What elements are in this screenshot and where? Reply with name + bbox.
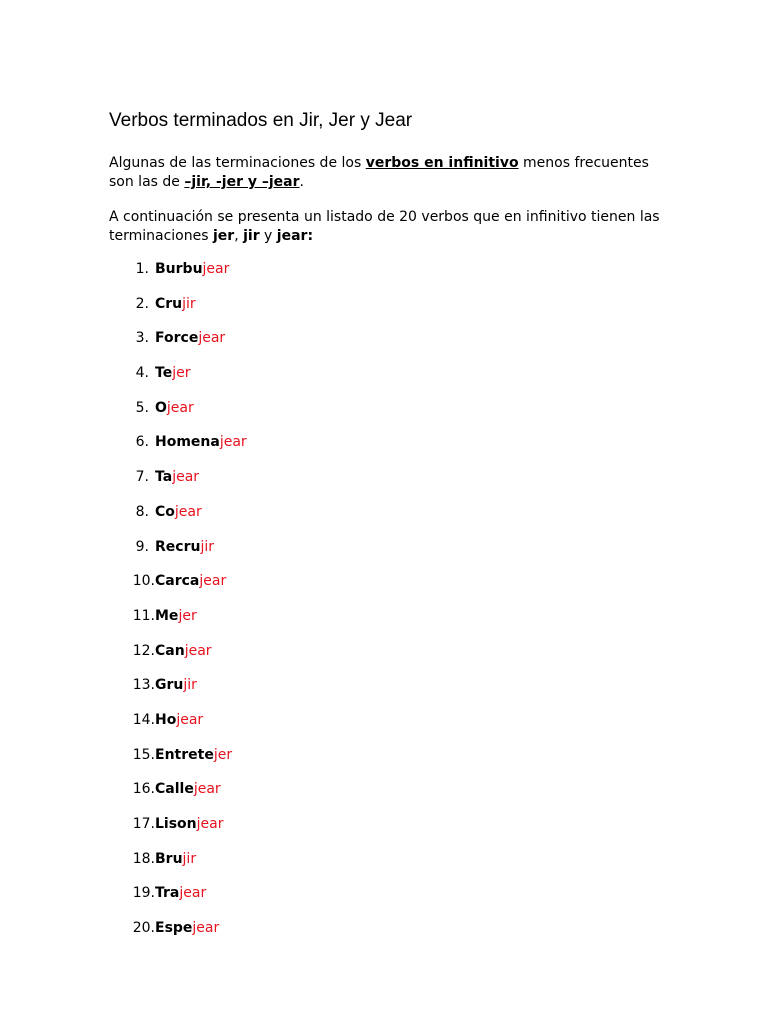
lead-sep-1: , — [234, 228, 244, 244]
verb-ending: jear — [193, 781, 221, 798]
intro-text-4: . — [299, 174, 304, 190]
verb-word — [155, 294, 196, 329]
verb-stem: Gru — [155, 677, 184, 694]
verb-list — [109, 259, 247, 953]
verb-ending: jear — [176, 711, 204, 728]
verb-stem: Ta — [155, 469, 173, 486]
list-item-number: 8. — [135, 503, 149, 520]
verb-word — [155, 883, 206, 918]
verb-word — [155, 537, 214, 572]
verb-ending: jear — [166, 399, 194, 416]
verb-word — [155, 814, 223, 849]
verb-word — [155, 571, 226, 606]
ending-jir-label: jir — [243, 228, 260, 244]
verb-word — [155, 779, 221, 814]
verb-stem: Te — [155, 365, 173, 382]
list-item-number: 17. — [132, 816, 155, 832]
verb-stem: Espe — [155, 920, 193, 937]
list-item-number: 11. — [132, 607, 155, 624]
list-item — [109, 363, 247, 398]
list-item-number: 15. — [132, 746, 155, 763]
verb-stem: Homena — [155, 434, 220, 451]
verb-ending: jear — [174, 503, 202, 520]
list-item — [109, 432, 247, 467]
list-item-number: 4. — [135, 365, 149, 382]
list-item-number: 19. — [132, 885, 155, 902]
list-item-number: 5. — [135, 399, 149, 416]
verb-stem: Recru — [155, 538, 201, 555]
verb-ending: jear — [179, 885, 207, 902]
verb-stem: Calle — [155, 781, 194, 798]
list-item-number: 2. — [135, 295, 149, 312]
verb-ending: jir — [182, 850, 197, 867]
verb-stem: Co — [155, 503, 175, 520]
list-item — [109, 779, 247, 814]
verb-ending: jer — [172, 365, 191, 382]
list-item — [109, 328, 247, 363]
intro-text-3: son las de — [109, 174, 185, 190]
list-item — [109, 814, 247, 849]
list-item — [109, 918, 247, 953]
list-item — [109, 675, 247, 710]
verb-stem: Bru — [155, 850, 183, 867]
verb-stem: Carca — [155, 573, 200, 590]
list-item — [109, 502, 247, 537]
verb-word — [155, 710, 203, 745]
verb-ending: jir — [183, 677, 197, 694]
list-item-number: 6. — [135, 434, 149, 451]
verb-word — [155, 641, 212, 676]
list-item — [109, 294, 247, 329]
verb-word — [155, 675, 197, 710]
lead-text-1: terminaciones — [109, 228, 213, 244]
verb-stem: Ho — [155, 711, 177, 728]
verb-ending: jear — [196, 816, 224, 832]
list-item-number: 9. — [135, 538, 149, 555]
list-item-number: 10. — [132, 573, 155, 590]
verb-word — [155, 432, 247, 467]
lead-paragraph — [109, 208, 669, 246]
list-item — [109, 537, 247, 572]
verb-ending: jear — [192, 920, 220, 937]
list-item — [109, 467, 247, 502]
verb-word — [155, 328, 225, 363]
intro-text-1: Algunas de las terminaciones de los — [109, 155, 366, 171]
verb-word — [155, 363, 190, 398]
verb-word — [155, 502, 202, 537]
verb-word — [155, 259, 229, 294]
intro-line-2 — [109, 173, 669, 192]
list-item-number: 7. — [135, 469, 149, 486]
verb-stem: Burbu — [155, 261, 203, 277]
list-item — [109, 710, 247, 745]
list-item-number: 12. — [132, 642, 155, 659]
intro-paragraph — [109, 154, 669, 192]
verb-stem: O — [155, 399, 167, 416]
endings-highlight: –jir, -jer y –jear — [184, 174, 300, 190]
verb-ending: jer — [213, 746, 233, 763]
intro-text-2: menos frecuentes — [518, 155, 649, 171]
verb-ending: jear — [219, 434, 247, 451]
lead-sep-2: y — [259, 228, 277, 244]
verb-stem: Tra — [155, 885, 180, 902]
list-item — [109, 641, 247, 676]
list-item — [109, 606, 247, 641]
verb-word — [155, 398, 194, 433]
list-item-number: 16. — [132, 781, 155, 798]
list-item — [109, 849, 247, 884]
verb-ending: jear — [198, 330, 226, 347]
list-item-number: 18. — [132, 850, 155, 867]
verb-ending: jer — [178, 607, 197, 624]
list-item-number: 3. — [135, 330, 149, 347]
list-item-number: 20. — [132, 920, 155, 937]
verb-ending: jir — [182, 295, 196, 312]
verb-ending: jear — [202, 261, 230, 277]
verb-stem: Lison — [155, 816, 197, 832]
verb-word — [155, 606, 197, 641]
verb-stem: Entrete — [155, 746, 214, 763]
list-item — [109, 571, 247, 606]
verb-word — [155, 918, 219, 953]
list-item — [109, 883, 247, 918]
verb-ending: jear — [172, 469, 200, 486]
infinitive-verbs-link[interactable]: verbos en infinitivo — [365, 155, 519, 171]
verb-stem: Cru — [155, 295, 183, 312]
verb-stem: Force — [155, 330, 199, 347]
verb-ending: jir — [200, 538, 214, 555]
verb-ending: jear — [199, 573, 227, 590]
intro-line-1 — [109, 154, 669, 173]
list-item — [109, 398, 247, 433]
list-item-number: 14. — [132, 711, 155, 728]
verb-ending: jear — [184, 642, 212, 659]
list-item — [109, 745, 247, 780]
ending-jear-label: jear: — [276, 228, 314, 244]
verb-word — [155, 849, 196, 884]
verb-word — [155, 467, 199, 502]
page-title: Verbos terminados en Jir, Jer y Jear — [109, 110, 413, 131]
lead-line-2 — [109, 227, 669, 246]
verb-word — [155, 745, 232, 780]
list-item-number: 1. — [135, 261, 149, 277]
verb-stem: Can — [155, 642, 185, 659]
lead-line-1: A continuación se presenta un listado de 20 verbos que en infinitivo tienen las — [109, 209, 660, 225]
list-item-number: 13. — [132, 677, 155, 694]
verb-stem: Me — [155, 607, 179, 624]
list-item — [109, 259, 247, 294]
ending-jer-label: jer — [212, 228, 235, 244]
